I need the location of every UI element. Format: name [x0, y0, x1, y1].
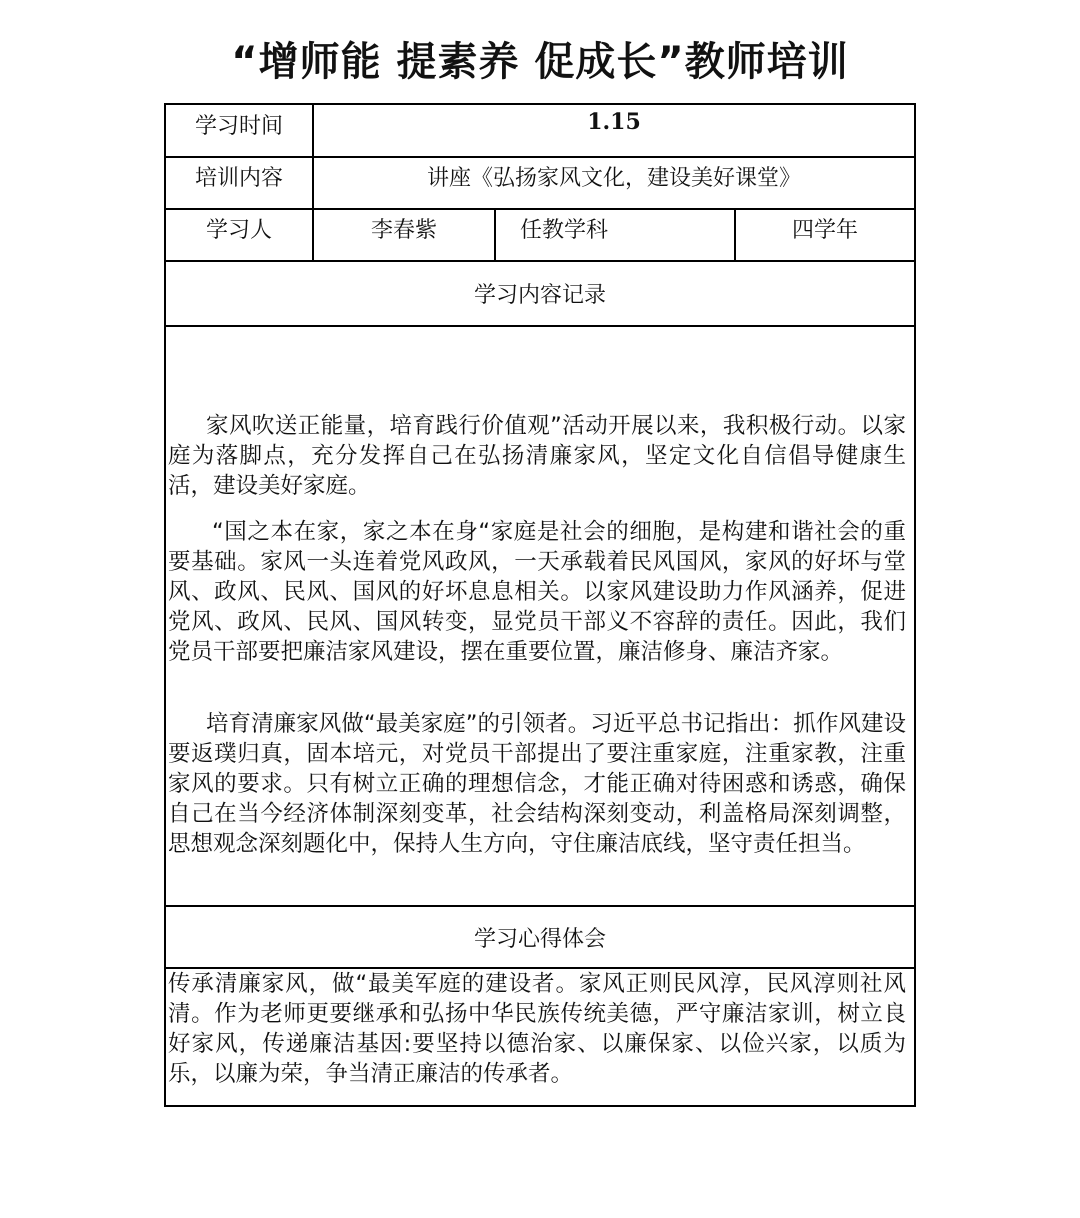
content-value: 讲座《弘扬家风文化，建设美好课堂》 — [426, 166, 801, 191]
time-label: 学习时间 — [194, 114, 283, 139]
record-heading: 学习内容记录 — [473, 283, 606, 308]
record-paragraph: 家风吹送正能量，培育践行价值观”活动开展以来，我积极行动。以家庭为落脚点，充分发挥自己在弘扬清廉家风，坚定文化自信倡导健康生活，建设美好家庭。 — [168, 413, 906, 499]
document-title: “增师能 提素养 促成长”教师培训 — [231, 39, 849, 85]
subject-value: 四学年 — [791, 218, 858, 243]
record-paragraph: “国之本在家，家之本在身“家庭是社会的细胞，是构建和谐社会的重要基础。家风一头连着党风政风，一天承载着民风国风，家风的好坏与堂风、政风、民风、国风的好坏息息相关。以家风建设助力作风涵养，促进党风、政风、民风、国风转变，显党员干部义不容辞的责任。因此，我们党员干部要把廉洁家风建设，摆在重要位置，廉洁修身、廉洁齐家。 — [168, 519, 906, 665]
reflection-text: 传承清廉家风，做“最美军庭的建设者。家风正则民风淳，民风淳则社风清。作为老师更要继承和弘扬中华民族传统美德，严守廉洁家训，树立良好家风，传递廉洁基因:要坚持以德治家、以廉保家、以俭兴家，以质为乐，以廉为荣，争当清正廉洁的传承者。 — [168, 971, 906, 1087]
reflection-heading: 学习心得体会 — [473, 926, 606, 952]
record-paragraph: 培育清廉家风做“最美家庭”的引领者。习近平总书记指出：抓作风建设要返璞归真，固本培元，对党员干部提出了要注重家庭，注重家教，注重家风的要求。只有树立正确的理想信念，才能正确对待困惑和诱惑，确保自己在当今经济体制深刻变革，社会结构深刻变动，利盖格局深刻调整，思想观念深刻题化中，保持人生方向，守住廉洁底线，坚守责任担当。 — [168, 711, 906, 857]
learner-value: 李春紫 — [370, 218, 437, 243]
row-divider — [166, 325, 914, 327]
learner-label: 学习人 — [205, 218, 272, 243]
training-form — [164, 103, 916, 1107]
subject-label: 任教学科 — [520, 218, 609, 243]
content-label: 培训内容 — [194, 166, 283, 191]
time-value: 1.15 — [587, 109, 641, 135]
